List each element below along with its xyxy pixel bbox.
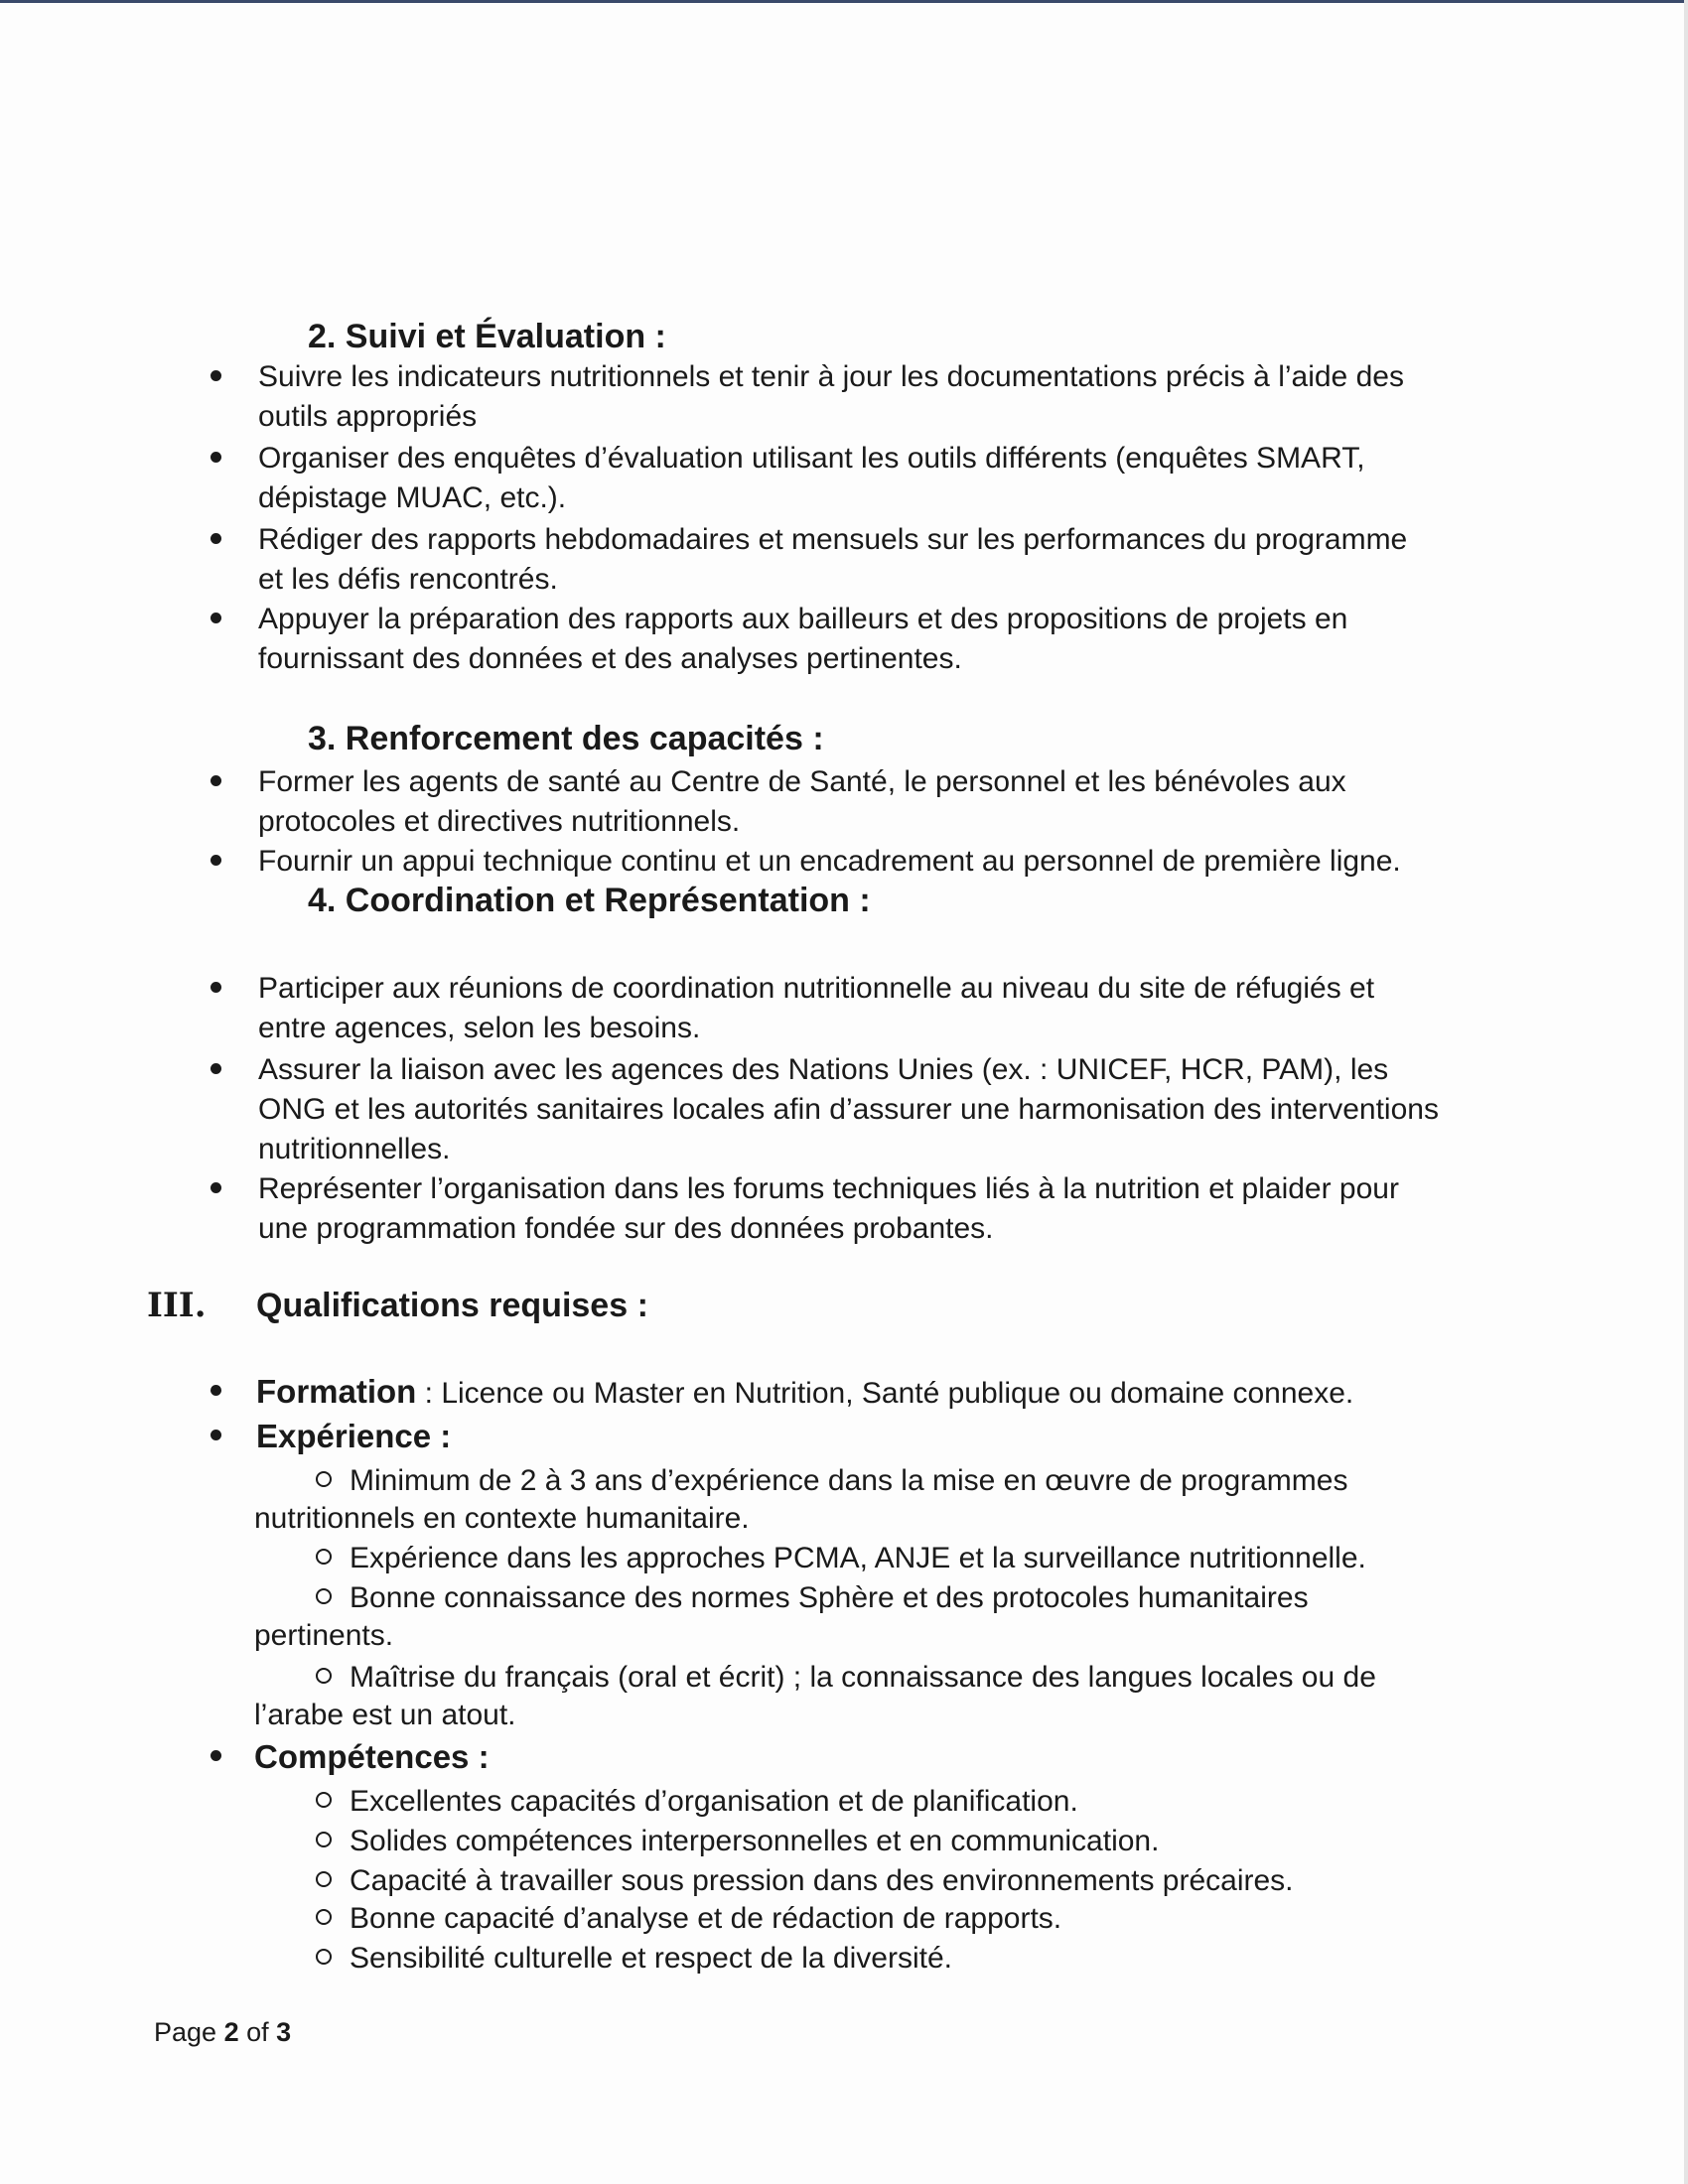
list-item-line: entre agences, selon les besoins.	[258, 1012, 701, 1044]
sub-list-item: Solides compétences interpersonnelles et en communication.	[316, 1822, 1159, 1861]
circle-bullet-icon	[316, 1792, 332, 1808]
bullet-icon	[211, 1385, 221, 1396]
experience-label: Expérience :	[256, 1418, 452, 1454]
sub-list-item: Capacité à travailler sous pression dans des environnements précaires.	[316, 1861, 1294, 1901]
list-item-line: ONG et les autorités sanitaires locales afin d’assurer une harmonisation des interventions	[258, 1093, 1439, 1126]
scan-top-edge	[0, 0, 1688, 3]
bullet-icon	[211, 1750, 221, 1761]
circle-bullet-icon	[316, 1871, 332, 1887]
competences-label: Compétences :	[254, 1738, 490, 1775]
current-page-number: 2	[223, 2017, 239, 2047]
bullet-icon	[211, 452, 221, 463]
list-item-line: Représenter l’organisation dans les forums techniques liés à la nutrition et plaider pour	[258, 1172, 1399, 1205]
bullet-icon	[211, 1182, 221, 1193]
list-item-line: nutritionnelles.	[258, 1133, 451, 1165]
bullet-icon	[211, 855, 221, 866]
list-item-line: et les défis rencontrés.	[258, 563, 558, 596]
sub-list-item: Sensibilité culturelle et respect de la diversité.	[316, 1939, 952, 1979]
circle-bullet-icon	[316, 1549, 332, 1565]
total-pages-number: 3	[276, 2017, 292, 2047]
bullet-icon	[211, 370, 221, 381]
list-item-line: Former les agents de santé au Centre de Santé, le personnel et les bénévoles aux	[258, 765, 1346, 798]
sub-list-item-continuation: pertinents.	[254, 1619, 394, 1652]
sub-list-item: Maîtrise du français (oral et écrit) ; la connaissance des langues locales ou de	[316, 1658, 1376, 1698]
circle-bullet-icon	[316, 1471, 332, 1487]
list-item-line: une programmation fondée sur des données probantes.	[258, 1212, 994, 1245]
bullet-icon	[211, 1063, 221, 1074]
list-item-line: Rédiger des rapports hebdomadaires et mensuels sur les performances du programme	[258, 523, 1408, 556]
section-2-heading: 2. Suivi et Évaluation :	[308, 318, 666, 355]
sub-list-item: Expérience dans les approches PCMA, ANJE et la surveillance nutritionnelle.	[316, 1539, 1366, 1578]
list-item-line: outils appropriés	[258, 400, 478, 433]
sub-list-item-continuation: nutritionnels en contexte humanitaire.	[254, 1502, 750, 1535]
circle-bullet-icon	[316, 1949, 332, 1965]
circle-bullet-icon	[316, 1588, 332, 1604]
sub-list-item: Excellentes capacités d’organisation et de planification.	[316, 1782, 1078, 1822]
section-iii-numeral: III.	[147, 1286, 207, 1325]
list-item-line: dépistage MUAC, etc.).	[258, 481, 567, 514]
formation-label: Formation	[256, 1373, 417, 1410]
bullet-icon	[211, 613, 221, 623]
circle-bullet-icon	[316, 1909, 332, 1925]
section-iii-title: Qualifications requises :	[256, 1287, 648, 1324]
circle-bullet-icon	[316, 1832, 332, 1847]
list-item-line: fournissant des données et des analyses pertinentes.	[258, 642, 962, 675]
section-3-heading: 3. Renforcement des capacités :	[308, 720, 824, 757]
sub-list-item: Bonne capacité d’analyse et de rédaction de rapports.	[316, 1899, 1061, 1939]
formation-text: : Licence ou Master en Nutrition, Santé publique ou domaine connexe.	[416, 1377, 1354, 1410]
sub-list-item: Bonne connaissance des normes Sphère et des protocoles humanitaires	[316, 1578, 1309, 1618]
list-item-line: Appuyer la préparation des rapports aux bailleurs et des propositions de projets en	[258, 603, 1348, 635]
bullet-icon	[211, 1430, 221, 1440]
list-item-line: Organiser des enquêtes d’évaluation utilisant les outils différents (enquêtes SMART,	[258, 442, 1365, 475]
scan-right-edge	[1684, 0, 1688, 2184]
bullet-icon	[211, 982, 221, 993]
circle-bullet-icon	[316, 1668, 332, 1684]
section-4-heading: 4. Coordination et Représentation :	[308, 882, 871, 919]
list-item-line: Participer aux réunions de coordination nutritionnelle au niveau du site de réfugiés et	[258, 972, 1375, 1005]
bullet-icon	[211, 775, 221, 786]
list-item-line: Suivre les indicateurs nutritionnels et tenir à jour les documentations précis à l’aide des	[258, 360, 1404, 393]
sub-list-item: Minimum de 2 à 3 ans d’expérience dans la mise en œuvre de programmes	[316, 1461, 1347, 1501]
list-item-line: Fournir un appui technique continu et un encadrement au personnel de première ligne.	[258, 845, 1401, 878]
sub-list-item-continuation: l’arabe est un atout.	[254, 1699, 516, 1731]
bullet-icon	[211, 533, 221, 544]
list-item-line: Assurer la liaison avec les agences des Nations Unies (ex. : UNICEF, HCR, PAM), les	[258, 1053, 1389, 1086]
list-item-line: protocoles et directives nutritionnels.	[258, 805, 741, 838]
page-number-footer: Page 2 of 3	[154, 2017, 292, 2047]
